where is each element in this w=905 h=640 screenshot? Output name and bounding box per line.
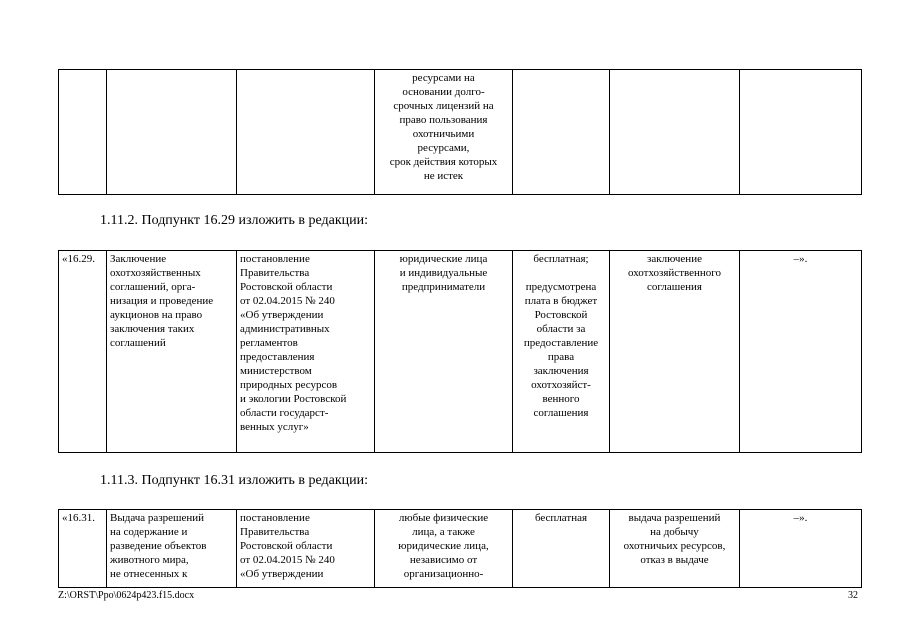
- table-row: [59, 510, 862, 588]
- cell-text-line: лица, а также: [412, 526, 475, 538]
- cell-text-line: области государст-: [240, 407, 329, 419]
- table-cell: [237, 510, 375, 588]
- paragraph-heading: 1.11.3. Подпункт 16.31 изложить в редакции:: [100, 473, 369, 488]
- cell-text-line: охотничьих ресурсов,: [623, 540, 726, 552]
- cell-text-line: соглашений: [110, 337, 166, 349]
- cell-text-line: «Об утверждении: [240, 309, 324, 321]
- table-cell: [107, 251, 237, 453]
- table-cell: [375, 70, 513, 195]
- cell-text-line: охотхозяйст-: [531, 379, 591, 391]
- cell-text-line: области за: [536, 323, 586, 335]
- cell-text-line: аукционов на право: [110, 309, 203, 321]
- table-cell: [59, 70, 107, 195]
- cell-text-line: бесплатная;: [533, 253, 589, 265]
- table-cell: [237, 251, 375, 453]
- cell-text-line: разведение объектов: [110, 540, 207, 552]
- cell-text-line: –».: [793, 253, 808, 265]
- cell-text-line: организационно-: [403, 568, 484, 580]
- cell-text-line: любые физические: [398, 512, 489, 524]
- cell-text-line: не отнесенных к: [110, 568, 188, 580]
- cell-text-line: Ростовской: [534, 309, 588, 321]
- cell-text-line: животного мира,: [110, 554, 189, 566]
- cell-text-line: административных: [240, 323, 330, 335]
- cell-text-line: охотхозяйственного: [627, 267, 722, 279]
- table-cell: [107, 510, 237, 588]
- cell-text-line: независимо от: [409, 554, 478, 566]
- cell-text-line: Заключение: [110, 253, 167, 265]
- cell-text-line: права: [547, 351, 575, 363]
- cell-text-line: соглашения: [647, 281, 702, 293]
- cell-text-line: охотхозяйственных: [110, 267, 201, 279]
- cell-text-line: ресурсами на: [412, 72, 475, 84]
- cell-text-line: юридические лица: [399, 253, 488, 265]
- cell-text-line: Выдача разрешений: [110, 512, 205, 524]
- table-cell: [610, 251, 740, 453]
- table-cell: [513, 510, 610, 588]
- table-cell: [375, 510, 513, 588]
- cell-text-line: [516, 266, 606, 280]
- cell-text-line: –».: [793, 512, 808, 524]
- cell-text-line: выдача разрешений: [628, 512, 721, 524]
- cell-text-line: юридические лица,: [398, 540, 489, 552]
- cell-text-line: предусмотрена: [525, 281, 597, 293]
- table-cell: [375, 251, 513, 453]
- cell-text-line: плата в бюджет: [524, 295, 598, 307]
- cell-text-line: Правительства: [240, 267, 310, 279]
- cell-text-line: право пользования: [399, 114, 488, 126]
- cell-text-line: «16.29.: [62, 253, 95, 265]
- table-cell: [59, 510, 107, 588]
- cell-text-line: не истек: [423, 170, 464, 182]
- cell-text-line: соглашения: [533, 407, 589, 419]
- cell-text-line: ресурсами,: [417, 142, 470, 154]
- cell-text-line: отказ в выдаче: [640, 554, 709, 566]
- table-cell: [107, 70, 237, 195]
- table-16-31: [58, 509, 862, 588]
- cell-text-line: природных ресурсов: [240, 379, 338, 391]
- cell-text-line: Правительства: [240, 526, 310, 538]
- table-cell: [610, 510, 740, 588]
- footer-page-number: 32: [848, 590, 858, 601]
- table-16-29: [58, 250, 862, 453]
- table-cell: [59, 251, 107, 453]
- cell-text-line: соглашений, орга-: [110, 281, 196, 293]
- table-row: [59, 251, 862, 453]
- cell-text-line: регламентов: [240, 337, 298, 349]
- cell-text-line: низация и проведение: [110, 295, 214, 307]
- cell-text-line: Ростовской области: [240, 540, 333, 552]
- cell-text-line: от 02.04.2015 № 240: [240, 295, 335, 307]
- cell-text-line: «16.31.: [62, 512, 95, 524]
- table-cell: [740, 70, 862, 195]
- cell-text-line: венных услуг»: [240, 421, 309, 433]
- cell-text-line: венного: [542, 393, 580, 405]
- table-cell: [513, 251, 610, 453]
- cell-text-line: предприниматели: [401, 281, 486, 293]
- cell-text-line: «Об утверждении: [240, 568, 324, 580]
- footer-file-path: Z:\ORST\Ppo\0624p423.f15.docx: [58, 590, 195, 601]
- cell-text-line: на содержание и: [110, 526, 188, 538]
- cell-text-line: бесплатная: [534, 512, 588, 524]
- cell-text-line: постановление: [240, 512, 310, 524]
- cell-text-line: заключение: [647, 253, 702, 265]
- cell-text-line: заключения: [533, 365, 589, 377]
- cell-text-line: срок действия которых: [389, 156, 498, 168]
- cell-text-line: постановление: [240, 253, 310, 265]
- table-cell: [740, 510, 862, 588]
- cell-text-line: предоставление: [523, 337, 599, 349]
- paragraph-heading: 1.11.2. Подпункт 16.29 изложить в редакции:: [100, 213, 369, 228]
- table-cell: [740, 251, 862, 453]
- cell-text-line: основании долго-: [402, 86, 485, 98]
- cell-text-line: срочных лицензий на: [393, 100, 494, 112]
- table-cell: [513, 70, 610, 195]
- table-row: [59, 70, 862, 195]
- cell-text-line: охотничьими: [412, 128, 475, 140]
- cell-text-line: министерством: [240, 365, 312, 377]
- cell-text-line: от 02.04.2015 № 240: [240, 554, 335, 566]
- cell-text-line: Ростовской области: [240, 281, 333, 293]
- table-continuation: [58, 69, 862, 195]
- cell-text-line: и индивидуальные: [399, 267, 488, 279]
- cell-text-line: и экологии Ростовской: [240, 393, 347, 405]
- cell-text-line: на добычу: [650, 526, 699, 538]
- cell-text-line: заключения таких: [110, 323, 195, 335]
- table-cell: [237, 70, 375, 195]
- cell-text-line: предоставления: [240, 351, 315, 363]
- table-cell: [610, 70, 740, 195]
